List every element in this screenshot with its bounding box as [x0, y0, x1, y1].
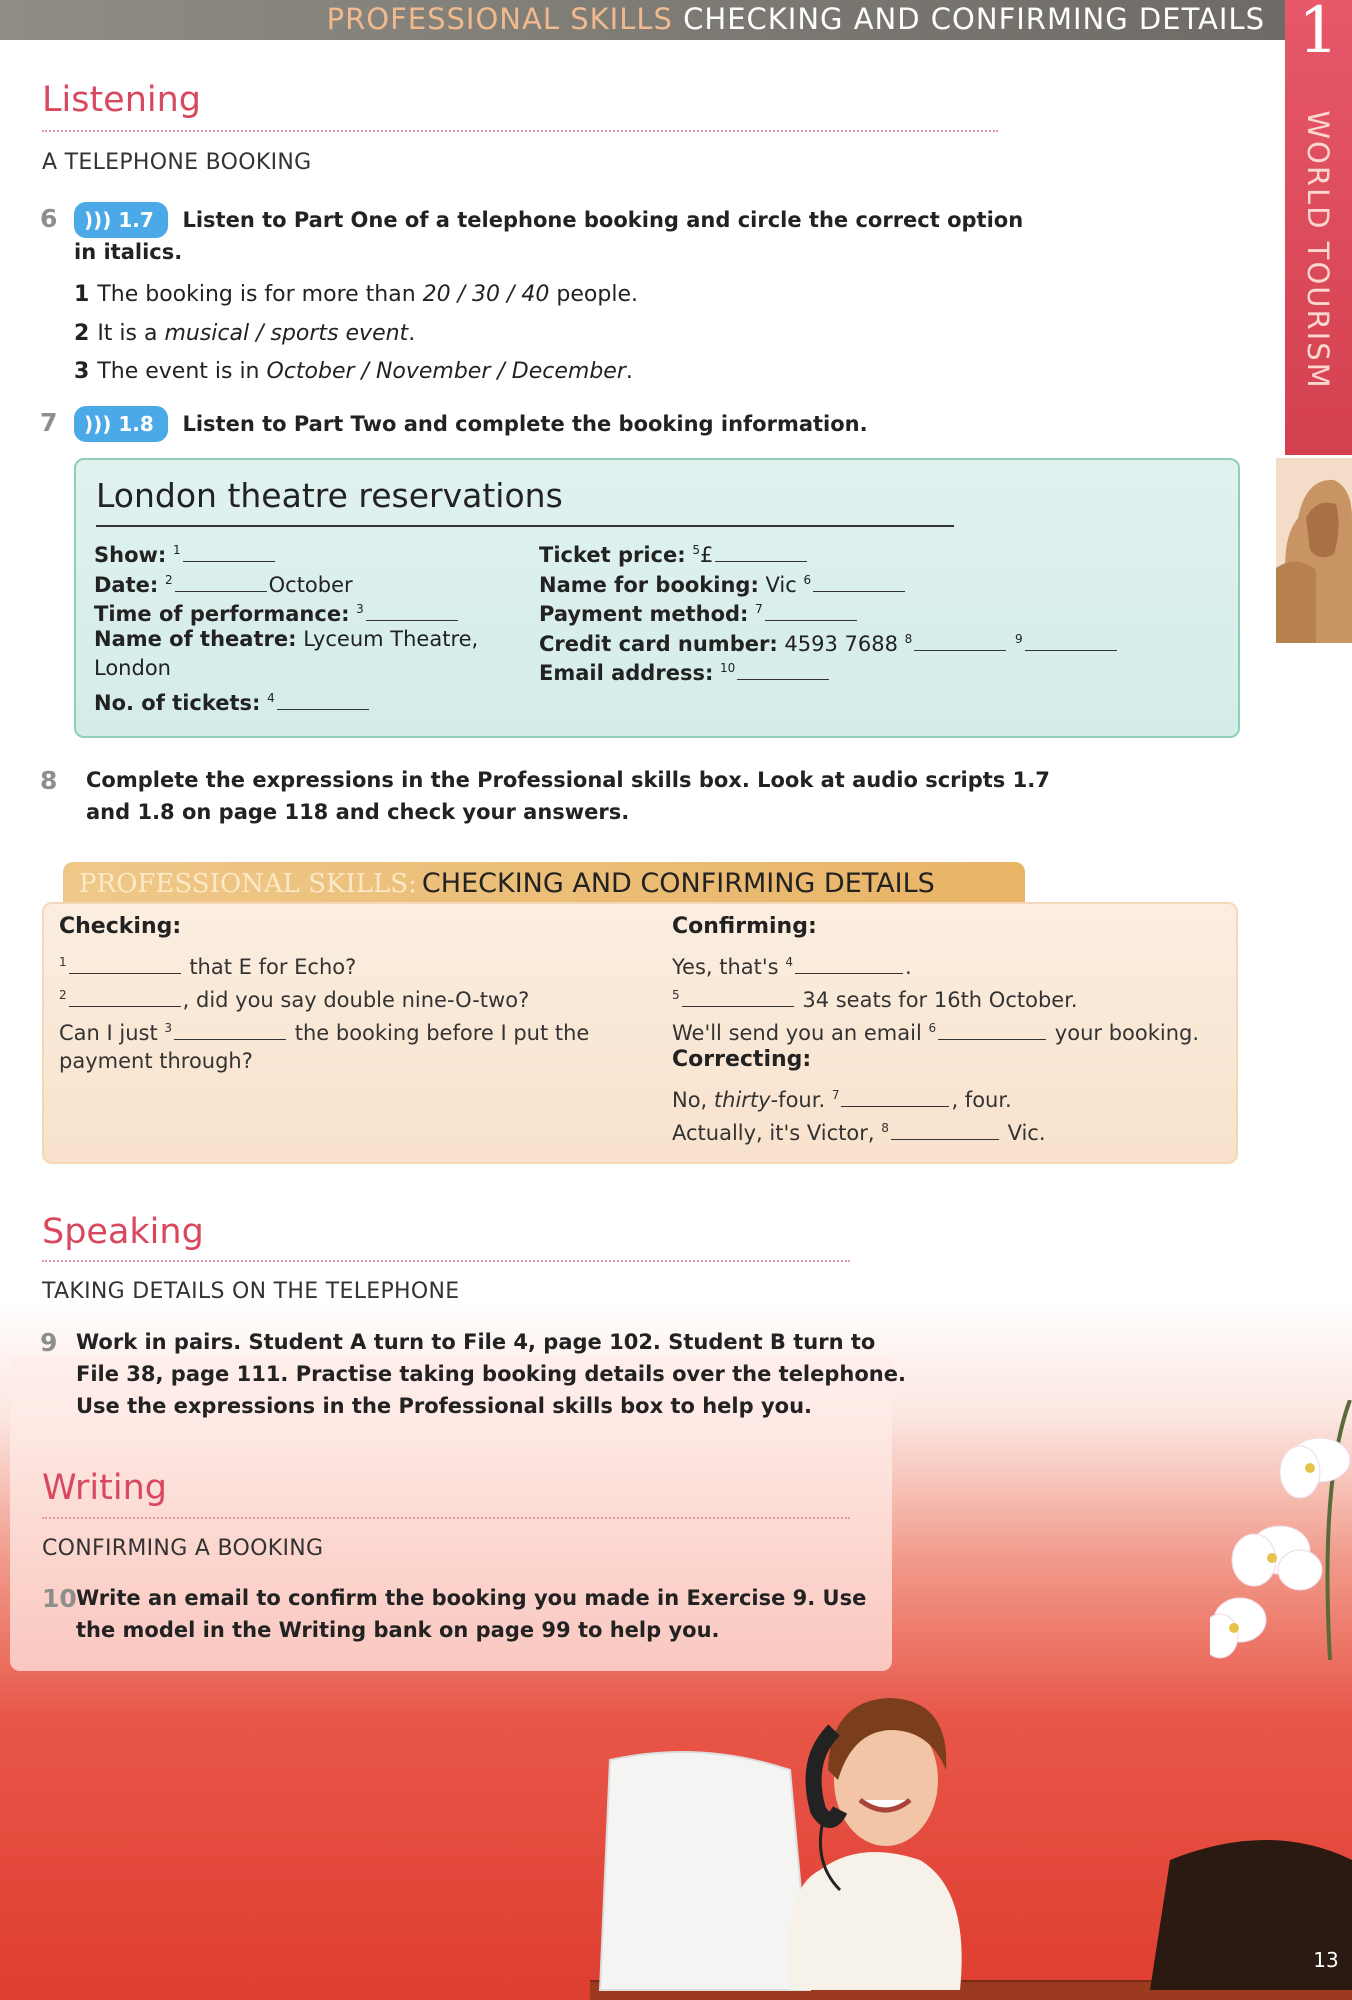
exercise-6-number: 6: [40, 204, 58, 233]
skills-correcting-7: No, thirty-four. $^7$ , four.: [672, 1088, 1012, 1112]
audio-waves-icon: ))): [84, 208, 112, 232]
listening-title: Listening: [42, 80, 202, 120]
listening-subtitle: A TELEPHONE BOOKING: [42, 150, 312, 175]
writing-subtitle: CONFIRMING A BOOKING: [42, 1536, 324, 1561]
exercise-6-line1: Listen to Part One of a telephone booking and circle the correct option: [182, 208, 1024, 232]
answer-blank[interactable]: [938, 1038, 1046, 1040]
exercise-8-line2: and 1.8 on page 118 and check your answers.: [86, 800, 630, 824]
skills-correcting-8: Actually, it's Victor, $^8$ Vic.: [672, 1121, 1046, 1145]
unit-title: WORLD TOURISM: [1301, 110, 1335, 390]
answer-blank[interactable]: [737, 678, 829, 680]
booking-payment-row: Payment method: $^7$: [539, 595, 859, 630]
booking-form-title-rule: [96, 525, 954, 527]
skills-correcting-heading: Correcting:: [672, 1047, 812, 1072]
audio-track-label: 1.7: [118, 208, 154, 232]
booking-email-row: Email address: $^{10}$: [539, 654, 831, 689]
exercise-8-line1: Complete the expressions in the Professional skills box. Look at audio scripts 1.7: [86, 768, 1050, 792]
audio-track-1-8[interactable]: [74, 406, 168, 442]
speaking-divider: [42, 1260, 850, 1262]
skills-checking-1: $^1$ that E for Echo?: [59, 955, 357, 979]
exercise-7-number: 7: [40, 408, 58, 437]
header-title-part-b: CHECKING AND CONFIRMING DETAILS: [683, 2, 1265, 36]
exercise-10-line1: Write an email to confirm the booking you made in Exercise 9. Use: [76, 1586, 867, 1610]
answer-blank[interactable]: [765, 619, 857, 621]
skills-confirming-5: $^5$ 34 seats for 16th October.: [672, 988, 1078, 1012]
answer-blank[interactable]: [183, 560, 275, 562]
page-number: 13: [1300, 1940, 1352, 1980]
booking-price-row: Ticket price: $^5$£: [539, 536, 809, 571]
speaking-title: Speaking: [42, 1212, 204, 1252]
listening-divider: [42, 130, 998, 132]
exercise-7-instruction: [74, 406, 868, 442]
exercise-9-line1: Work in pairs. Student A turn to File 4, page 102. Student B turn to: [76, 1330, 876, 1354]
exercise-10-number: 10: [42, 1584, 77, 1613]
answer-blank[interactable]: [841, 1105, 949, 1107]
answer-blank[interactable]: [1025, 649, 1117, 651]
answer-blank[interactable]: [366, 619, 458, 621]
header-title: [327, 2, 1265, 36]
exercise-10-line2: the model in the Writing bank on page 99 to help you.: [76, 1618, 720, 1642]
skills-checking-2: $^2$ , did you say double nine-O-two?: [59, 988, 530, 1012]
booking-tickets-row: No. of tickets: $^4$: [94, 684, 371, 719]
skills-box-tab-label-a: PROFESSIONAL SKILLS:: [79, 869, 417, 899]
answer-blank[interactable]: [715, 560, 807, 562]
audio-track-label: 1.8: [118, 412, 154, 436]
booking-show-row: Show: $^1$: [94, 536, 277, 571]
orchid-image: [1210, 1400, 1352, 1660]
answer-blank[interactable]: [813, 590, 905, 592]
booking-form-title: London theatre reservations: [96, 476, 563, 515]
skills-confirming-heading: Confirming:: [672, 914, 817, 939]
answer-blank[interactable]: [69, 1005, 181, 1007]
answer-blank[interactable]: [795, 972, 903, 974]
header-band: [0, 0, 1285, 40]
exercise-7-text: Listen to Part Two and complete the booking information.: [182, 412, 868, 436]
booking-date-row: Date: $^2$ October: [94, 573, 353, 597]
skills-confirming-6: We'll send you an email $^6$ your booking.: [672, 1021, 1200, 1045]
exercise-8-number: 8: [40, 766, 58, 795]
booking-name-row: Name for booking: Vic $^6$: [539, 566, 907, 601]
skills-checking-3: Can I just $^3$ the booking before I put the: [59, 1021, 590, 1045]
writing-divider: [42, 1517, 850, 1519]
answer-blank[interactable]: [174, 1038, 286, 1040]
receptionist-photo: [590, 1660, 1352, 2000]
exercise-9-number: 9: [40, 1328, 58, 1357]
exercise-6-item-1: 1 The booking is for more than 20 / 30 / 40 people.: [74, 282, 638, 307]
unit-number: 1: [1298, 0, 1339, 68]
exercise-6-line2: in italics.: [74, 240, 183, 264]
audio-track-1-7[interactable]: [74, 202, 168, 238]
exercise-6-item-3: 3 The event is in October / November / December.: [74, 359, 633, 384]
skills-checking-3-line2: payment through?: [59, 1049, 253, 1073]
booking-time-row: Time of performance: $^3$: [94, 595, 460, 630]
exercise-9-line3: Use the expressions in the Professional skills box to help you.: [76, 1394, 813, 1418]
exercise-9-line2: File 38, page 111. Practise taking booking details over the telephone.: [76, 1362, 906, 1386]
booking-theatre-row-2: London: [94, 656, 171, 680]
answer-blank[interactable]: [69, 972, 181, 974]
booking-theatre-row: Name of theatre: Lyceum Theatre,: [94, 627, 479, 651]
exercise-6-item-2: 2 It is a musical / sports event.: [74, 321, 416, 346]
skills-confirming-4: Yes, that's $^4$ .: [672, 955, 912, 979]
writing-title: Writing: [42, 1468, 167, 1508]
answer-blank[interactable]: [891, 1138, 999, 1140]
sphinx-image: [1276, 458, 1352, 643]
header-title-part-a: PROFESSIONAL SKILLS: [326, 2, 673, 36]
booking-card-row: Credit card number: 4593 7688 $^8$ $^9$: [539, 625, 1119, 660]
speaking-subtitle: TAKING DETAILS ON THE TELEPHONE: [42, 1279, 460, 1304]
answer-blank[interactable]: [175, 590, 267, 592]
audio-waves-icon: ))): [84, 412, 112, 436]
answer-blank[interactable]: [682, 1005, 794, 1007]
skills-checking-heading: Checking:: [59, 914, 182, 939]
answer-blank[interactable]: [277, 708, 369, 710]
answer-blank[interactable]: [914, 649, 1006, 651]
skills-box-tab-label-b: CHECKING AND CONFIRMING DETAILS: [421, 868, 935, 899]
exercise-6-instruction: [74, 202, 1023, 238]
